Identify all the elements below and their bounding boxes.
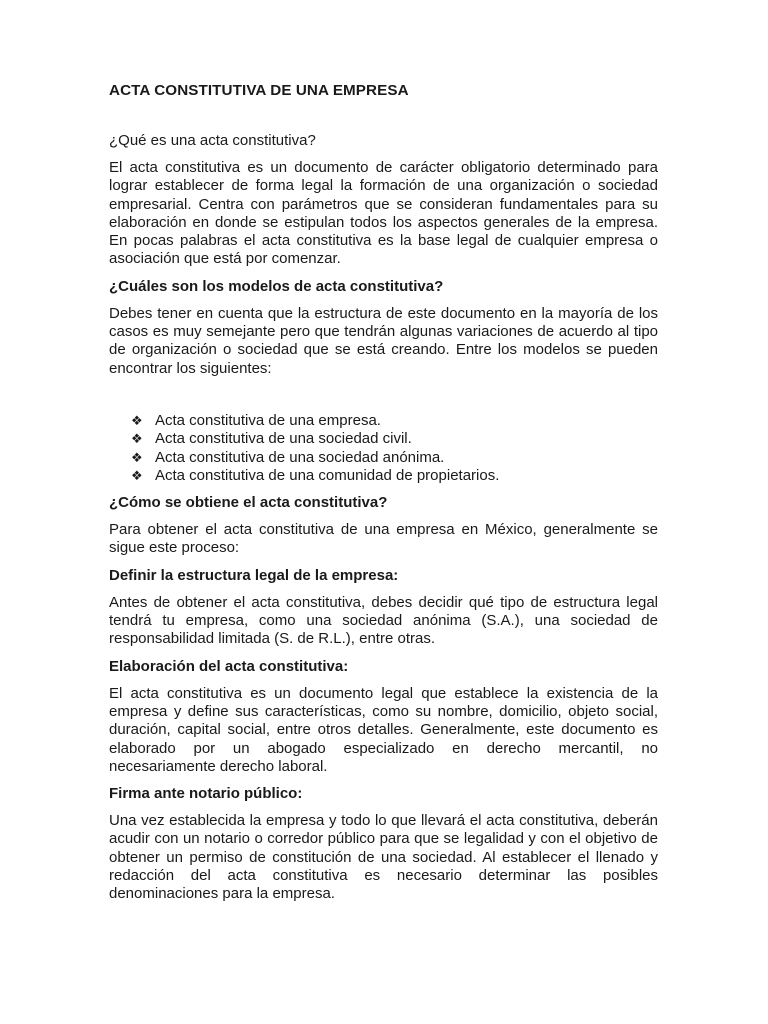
heading-notary: Firma ante notario público: bbox=[109, 785, 303, 803]
list-item-text: Acta constitutiva de una empresa. bbox=[155, 411, 381, 429]
question-what-is: ¿Qué es una acta constitutiva? bbox=[109, 132, 316, 149]
heading-how-to-obtain: ¿Cómo se obtiene el acta constitutiva? bbox=[109, 494, 388, 512]
list-item-text: Acta constitutiva de una sociedad civil. bbox=[155, 430, 412, 448]
list-item bbox=[131, 449, 658, 467]
models-list bbox=[109, 412, 658, 485]
paragraph-models: Debes tener en cuenta que la estructura de este documento en la mayoría de los casos es muy semejante pero que tendrán algunas variaciones de acuerdo al tipo de organización o sociedad que se está creando. Entre los modelos se pueden encontrar los siguientes: bbox=[109, 304, 658, 377]
paragraph-legal-structure: Antes de obtener el acta constitutiva, debes decidir qué tipo de estructura legal tendrá tu empresa, como una sociedad anónima (S.A.), una sociedad de responsabilidad limitada (S. de R.L.), entre otras. bbox=[109, 593, 658, 648]
list-item-text: Acta constitutiva de una comunidad de propietarios. bbox=[155, 466, 500, 484]
list-item bbox=[131, 412, 658, 430]
heading-models: ¿Cuáles son los modelos de acta constitutiva? bbox=[109, 277, 444, 295]
paragraph-elaboration: El acta constitutiva es un documento legal que establece la existencia de la empresa y define sus características, como su nombre, domicilio, objeto social, duración, capital social, entre otros detalles. Generalmente, este documento es elaborado por un abogado especializado en derecho mercantil, no necesariamente derecho laboral. bbox=[109, 684, 658, 775]
list-item bbox=[131, 467, 658, 485]
paragraph-notary: Una vez establecida la empresa y todo lo que llevará el acta constitutiva, deberán acudir con un notario o corredor público para que se legalidad y con el objetivo de obtener un permiso de constitución de una sociedad. Al establecer el llenado y redacción del acta constitutiva es necesario determinar las posibles denominaciones para la empresa. bbox=[109, 812, 658, 903]
heading-elaboration: Elaboración del acta constitutiva: bbox=[109, 657, 349, 675]
diamond-bullet-icon: ❖ bbox=[131, 412, 143, 428]
list-item bbox=[131, 430, 658, 448]
heading-legal-structure: Definir la estructura legal de la empresa: bbox=[109, 566, 399, 584]
document-title: ACTA CONSTITUTIVA DE UNA EMPRESA bbox=[109, 82, 409, 99]
paragraph-how-to-obtain: Para obtener el acta constitutiva de una empresa en México, generalmente se sigue este proceso: bbox=[109, 521, 658, 557]
diamond-bullet-icon: ❖ bbox=[131, 431, 143, 447]
paragraph-definition: El acta constitutiva es un documento de carácter obligatorio determinado para lograr establecer de forma legal la formación de una organización o sociedad empresarial. Centra con parámetros que se consideran fundamentales para su elaboración en donde se estipulan todos los aspectos generales de la empresa. En pocas palabras el acta constitutiva es la base legal de cualquier empresa o asociación que está por comenzar. bbox=[109, 159, 658, 268]
diamond-bullet-icon: ❖ bbox=[131, 467, 143, 483]
list-item-text: Acta constitutiva de una sociedad anónima. bbox=[155, 448, 445, 466]
diamond-bullet-icon: ❖ bbox=[131, 449, 143, 465]
